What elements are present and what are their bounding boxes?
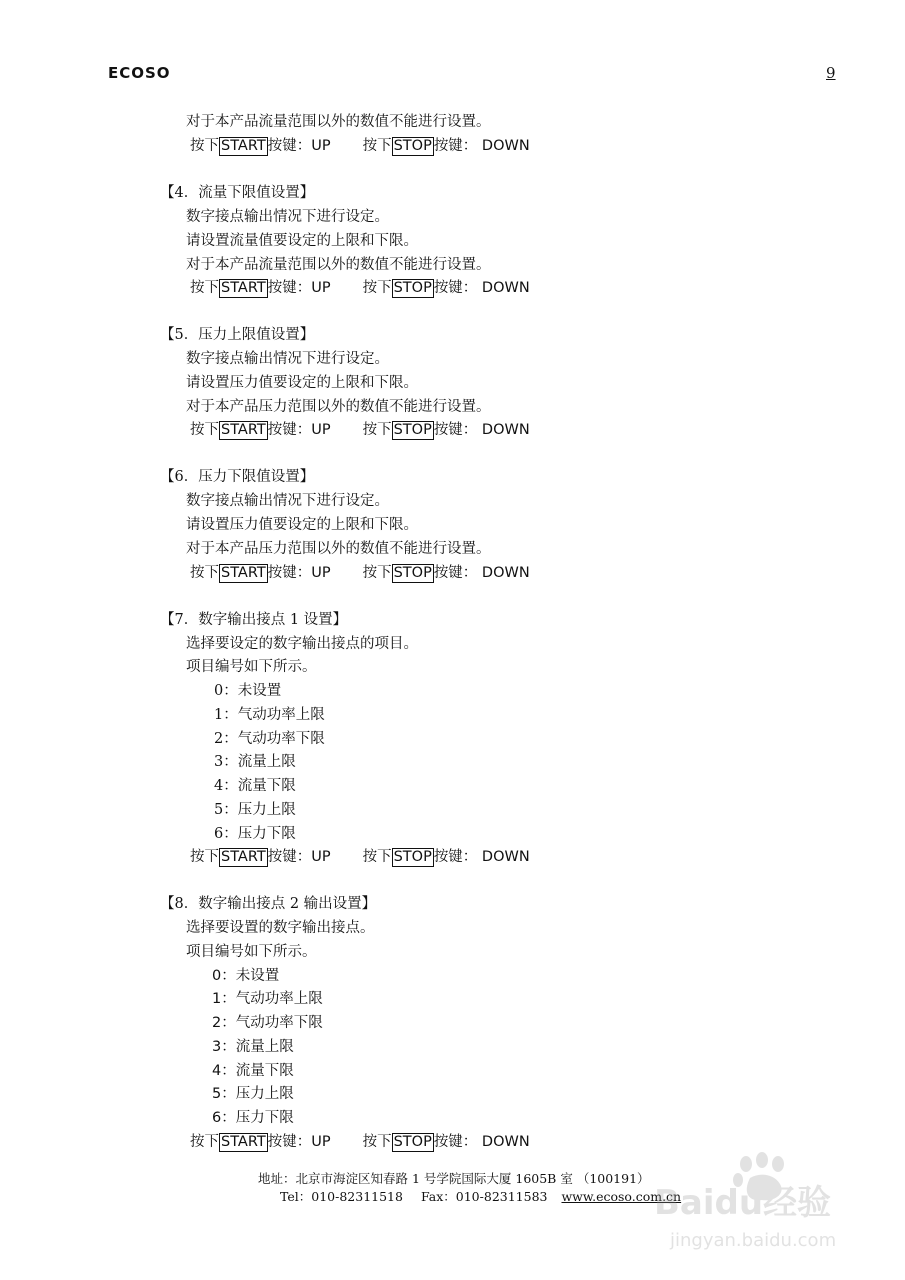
key-down-label: 按键： DOWN: [433, 422, 530, 438]
list-item: 0：未设置: [214, 683, 282, 699]
section-line: 项目编号如下所示。: [186, 659, 317, 675]
key-instruction: [190, 134, 530, 158]
list-item: 5：压力上限: [214, 802, 296, 818]
section-line: 项目编号如下所示。: [186, 944, 317, 960]
footer-fax: Fax：010-82311583: [420, 1189, 548, 1204]
key-press-label: 按下: [362, 1134, 392, 1150]
section-line: 请设置压力值要设定的上限和下限。: [186, 375, 418, 391]
key-press-label: 按下: [190, 849, 219, 865]
stop-key: STOP: [393, 280, 432, 296]
start-key: START: [221, 565, 266, 581]
stop-key: STOP: [393, 138, 432, 154]
section-line: 选择要设置的数字输出接点。: [186, 920, 375, 936]
list-item: 0：未设置: [212, 968, 280, 984]
start-key: START: [221, 280, 266, 296]
start-key: START: [221, 1134, 266, 1150]
key-press-label: 按下: [190, 565, 219, 581]
watermark-brand: Baidu经验: [654, 1183, 832, 1223]
key-press-label: 按下: [362, 565, 392, 581]
stop-key: STOP: [393, 422, 432, 438]
baidu-watermark: [650, 1150, 860, 1260]
footer-tel: Tel：010-82311518: [280, 1189, 403, 1204]
list-item: 3：流量上限: [214, 754, 296, 770]
list-item: 3：流量上限: [212, 1039, 294, 1055]
key-up-label: 按键：UP: [267, 138, 331, 154]
key-instruction: [190, 561, 530, 585]
company-logo: ECOSO: [108, 64, 171, 82]
section-title: 【8．数字输出接点 2 输出设置】: [160, 896, 377, 912]
section-line: 选择要设定的数字输出接点的项目。: [186, 636, 418, 652]
list-item: 4：流量下限: [212, 1063, 294, 1079]
key-press-label: 按下: [190, 138, 219, 154]
section-line: 数字接点输出情况下进行设定。: [186, 209, 389, 225]
list-item: 1：气动功率上限: [212, 991, 323, 1007]
intro-line: 对于本产品流量范围以外的数值不能进行设置。: [186, 114, 491, 130]
section-line: 数字接点输出情况下进行设定。: [186, 493, 389, 509]
key-up-label: 按键：UP: [267, 1134, 331, 1150]
key-press-label: 按下: [362, 422, 392, 438]
section-line: 请设置流量值要设定的上限和下限。: [186, 233, 418, 249]
section-title: 【7．数字输出接点 1 设置】: [160, 612, 348, 628]
key-up-label: 按键：UP: [267, 565, 331, 581]
footer-contact: [280, 1188, 681, 1206]
list-item: 6：压力下限: [214, 826, 296, 842]
list-item: 6：压力下限: [212, 1110, 294, 1126]
section-line: 对于本产品压力范围以外的数值不能进行设置。: [186, 541, 491, 557]
watermark-url: jingyan.baidu.com: [670, 1230, 837, 1251]
list-item: 5：压力上限: [212, 1086, 294, 1102]
key-down-label: 按键： DOWN: [433, 280, 530, 296]
key-up-label: 按键：UP: [267, 849, 331, 865]
key-press-label: 按下: [362, 849, 392, 865]
section-line: 对于本产品流量范围以外的数值不能进行设置。: [186, 257, 491, 273]
list-item: 2：气动功率下限: [212, 1015, 323, 1031]
start-key: START: [221, 849, 266, 865]
key-down-label: 按键： DOWN: [433, 138, 530, 154]
list-item: 1：气动功率上限: [214, 707, 325, 723]
section-title: 【6．压力下限值设置】: [160, 469, 315, 485]
key-instruction: [190, 1130, 530, 1154]
start-key: START: [221, 422, 266, 438]
section-line: 对于本产品压力范围以外的数值不能进行设置。: [186, 399, 491, 415]
key-instruction: [190, 276, 530, 300]
key-up-label: 按键：UP: [267, 422, 331, 438]
key-press-label: 按下: [362, 138, 392, 154]
section-line: 请设置压力值要设定的上限和下限。: [186, 517, 418, 533]
stop-key: STOP: [393, 1134, 432, 1150]
section-title: 【5．压力上限值设置】: [160, 327, 315, 343]
list-item: 2：气动功率下限: [214, 731, 325, 747]
website-link[interactable]: www.ecoso.com.cn: [561, 1189, 682, 1204]
footer-address: 地址：北京市海淀区知春路 1 号学院国际大厦 1605B 室 （100191）: [258, 1171, 650, 1186]
key-down-label: 按键： DOWN: [433, 849, 530, 865]
stop-key: STOP: [393, 565, 432, 581]
key-press-label: 按下: [190, 422, 219, 438]
key-press-label: 按下: [190, 280, 219, 296]
key-instruction: [190, 845, 530, 869]
key-down-label: 按键： DOWN: [433, 1134, 530, 1150]
start-key: START: [221, 138, 266, 154]
stop-key: STOP: [393, 849, 432, 865]
list-item: 4：流量下限: [214, 778, 296, 794]
key-press-label: 按下: [190, 1134, 219, 1150]
section-line: 数字接点输出情况下进行设定。: [186, 351, 389, 367]
section-title: 【4．流量下限值设置】: [160, 185, 315, 201]
key-press-label: 按下: [362, 280, 392, 296]
key-down-label: 按键： DOWN: [433, 565, 530, 581]
key-up-label: 按键：UP: [267, 280, 331, 296]
page-number: 9: [826, 64, 836, 82]
key-instruction: [190, 418, 530, 442]
